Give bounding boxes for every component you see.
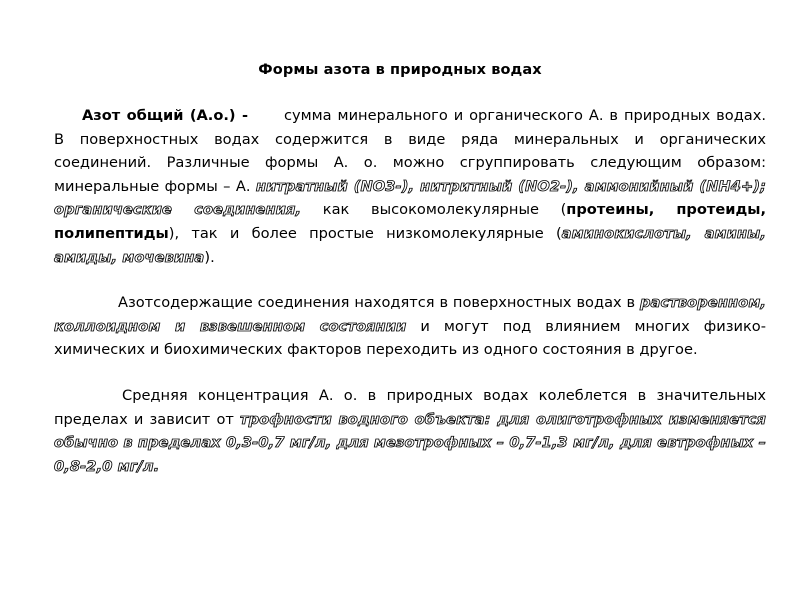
paragraph-total-nitrogen xyxy=(54,104,766,269)
highlight-low-molecular: аминокислоты, амины, амиды, мочевина xyxy=(54,224,766,266)
text-segment: ), так и более простые низкомолекулярные ( xyxy=(168,224,562,242)
text-segment: сумма минерального и органического А. в природных водах. В поверхностных водах содержится в виде ряда минеральных и органических соединений. Различные формы А. о. можно сгруппировать следующим образом: минеральные формы – А. xyxy=(54,107,766,195)
highlight-trophic: трофности водного объекта: для олиготрофных изменяется обычно в пределах 0,3-0,7 мг/л, для мезотрофных – 0,7-1,3 мг/л, для евтрофных – 0,8-2,0 мг/л. xyxy=(54,410,767,475)
page-title: Формы азота в природных водах xyxy=(258,62,542,78)
text-segment: ). xyxy=(204,248,215,266)
paragraph-concentration xyxy=(54,384,766,478)
highlight-states: растворенном, коллоидном и взвешенном состоянии xyxy=(54,294,766,335)
highlight-mineral-forms: нитратный (NO3-), нитритный (NO2-), аммонийный (NH4+); органические соединения, xyxy=(54,177,767,219)
text-segment: Средняя концентрация А. о. в природных водах колеблется в значительных пределах и зависит от xyxy=(54,386,766,428)
term-total-nitrogen: Азот общий (А.о.) - xyxy=(82,107,248,124)
text-segment: и могут под влиянием многих физико-химических и биохимических факторов переходить из одного состояния в другое. xyxy=(54,317,767,359)
paragraph-states xyxy=(54,291,766,362)
text-segment: как высокомолекулярные ( xyxy=(322,201,567,219)
bold-proteins: протеины, протеиды, полипептиды xyxy=(54,201,766,242)
text-segment: Азотсодержащие соединения находятся в поверхностных водах в xyxy=(118,294,636,312)
text-body xyxy=(54,104,766,478)
